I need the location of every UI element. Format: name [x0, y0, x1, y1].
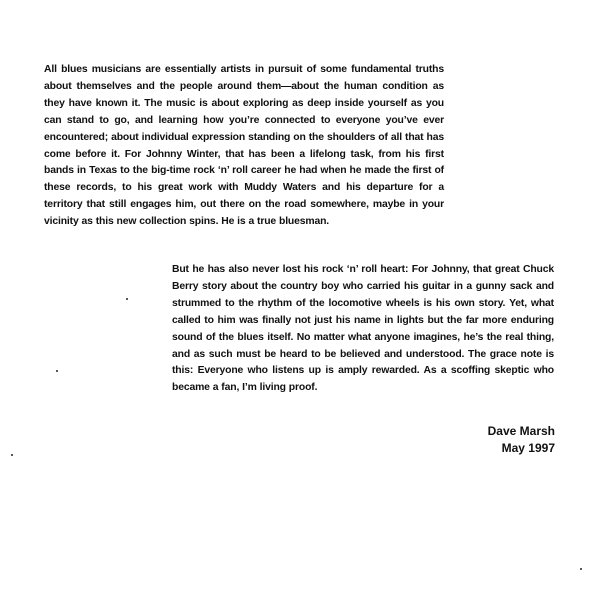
- signature-date: May 1997: [501, 441, 555, 455]
- print-speck: [580, 568, 582, 570]
- print-speck: [126, 298, 128, 300]
- print-speck: [11, 454, 13, 456]
- essay-paragraph-1: All blues musicians are essentially artists in pursuit of some fundamental truths about themselves and the people around them—about the human condition as they have known it. The music is about exploring as deep inside yourself as you can stand to go, and learning how you’re connected to everyone you’ve ever encountered; about individual expression standing on the shoulders of all that has come before it. For Johnny Winter, that has been a lifelong task, from his first bands in Texas to the big-time rock ‘n’ roll career he had when he made the first of these records, to his great work with Muddy Waters and his departure for a territory that still engages him, out there on the road somewhere, maybe in your vicinity as this new collection spins. He is a true bluesman.: [44, 64, 444, 228]
- author-signature: Dave Marsh: [487, 424, 555, 438]
- print-speck: [56, 370, 58, 372]
- essay-paragraph-2: But he has also never lost his rock ‘n’ roll heart: For Johnny, that great Chuck Berry story about the country boy who carried his guitar in a gunny sack and strummed to the rhythm of the locomotive wheels is his own story. Yet, what called to him was finally not just his name in lights but the far more enduring sound of the blues itself. No matter what anyone imagines, he’s the real thing, and as such must be heard to be believed and understood. The grace note is this: Everyone who listens up is amply rewarded. As a scoffing skeptic who became a fan, I’m living proof.: [172, 264, 554, 394]
